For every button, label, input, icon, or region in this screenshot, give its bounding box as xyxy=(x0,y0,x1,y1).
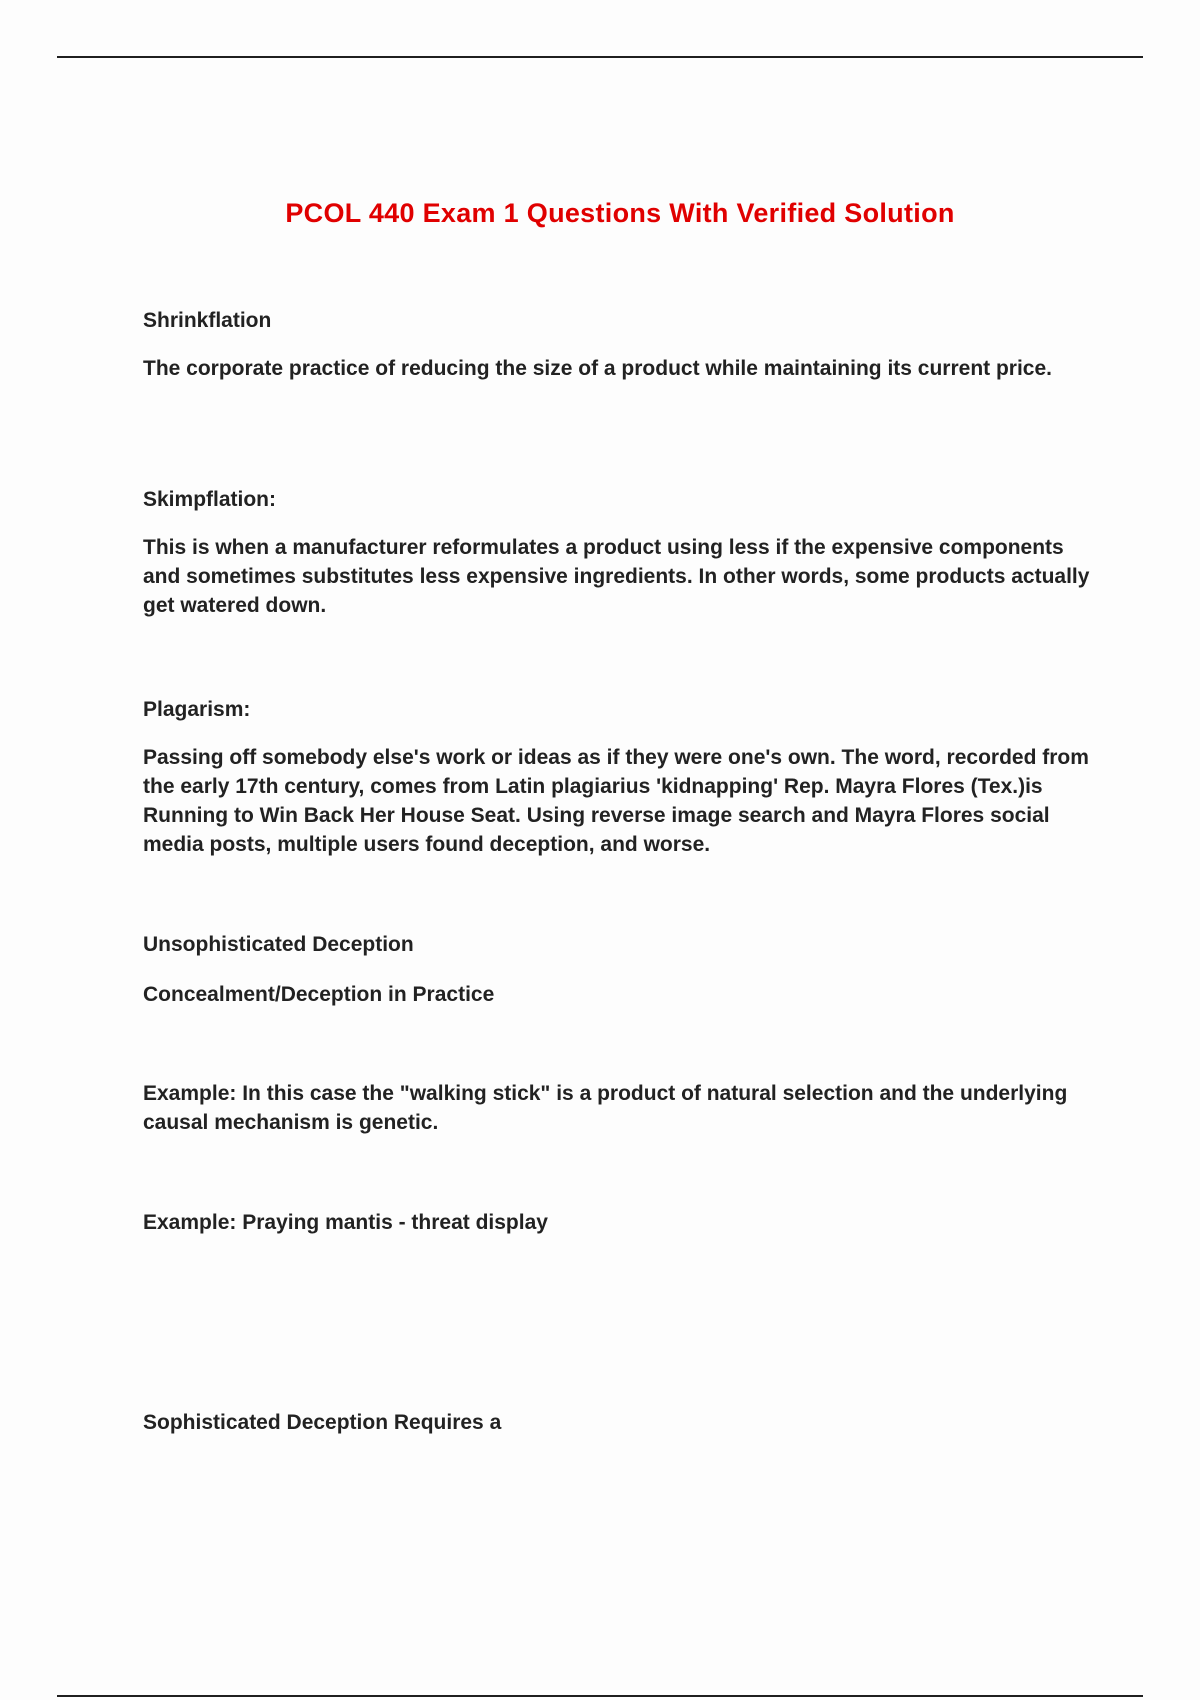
definition-skimpflation: This is when a manufacturer reformulates a product using less if the expensive components and sometimes substitutes less expensive ingredients. In other words, some products actually get watered down. xyxy=(143,536,1090,617)
term-plagarism: Plagarism: xyxy=(143,698,251,721)
definition-plagarism: Passing off somebody else's work or ideas as if they were one's own. The word, recorded from the early 17th century, comes from Latin plagiarius 'kidnapping' Rep. Mayra Flores (Tex.)is Running to Win Back Her House Seat. Using reverse image search and Mayra Flores social media posts, multiple users found deception, and worse. xyxy=(143,746,1089,856)
term-shrinkflation: Shrinkflation xyxy=(143,309,272,332)
term-unsophisticated-deception: Unsophisticated Deception xyxy=(143,933,414,956)
definition-unsophisticated-deception: Concealment/Deception in Practice xyxy=(143,983,495,1006)
example-walking-stick: Example: In this case the "walking stick" is a product of natural selection and the underlying causal mechanism is genetic. xyxy=(143,1082,1068,1134)
definition-shrinkflation: The corporate practice of reducing the size of a product while maintaining its current price. xyxy=(143,357,1052,380)
example-praying-mantis: Example: Praying mantis - threat display xyxy=(143,1211,548,1234)
document-title: PCOL 440 Exam 1 Questions With Verified Solution xyxy=(285,198,955,228)
top-divider xyxy=(57,56,1143,58)
term-sophisticated-deception: Sophisticated Deception Requires a xyxy=(143,1411,502,1434)
bottom-divider xyxy=(57,1695,1143,1697)
term-skimpflation: Skimpflation: xyxy=(143,488,277,511)
